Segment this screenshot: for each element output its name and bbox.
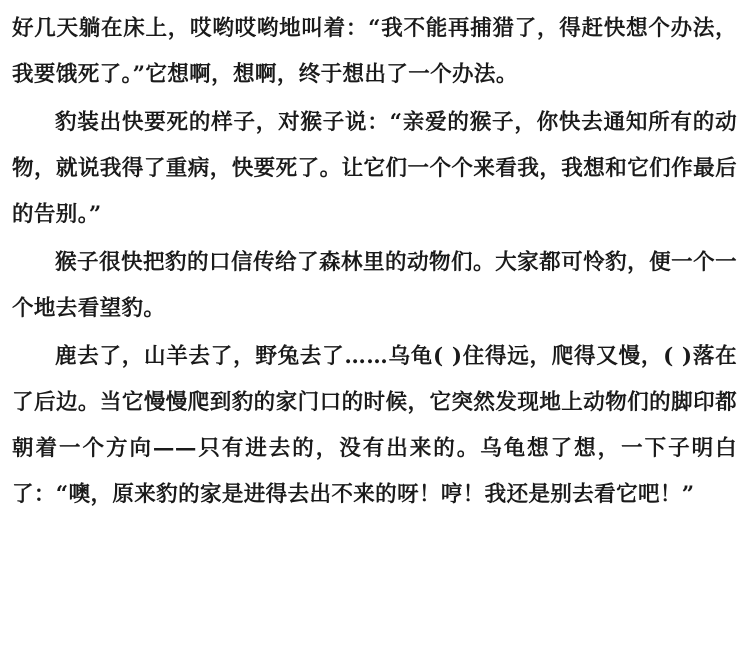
- paragraph-4: 鹿去了，山羊去了，野兔去了……乌龟( )住得远，爬得又慢，( )落在了后边。当它慢慢爬到豹的家门口的时候，它突然发现地上动物们的脚印都朝着一个方向——只有进去的，没有出来的。乌龟想了想，一下子明白了：“噢，原来豹的家是进得去出不来的呀！哼！我还是别去看它吧！”: [12, 344, 737, 507]
- paragraph-2: 豹装出快要死的样子，对猴子说：“亲爱的猴子，你快去通知所有的动物，就说我得了重病，快要死了。让它们一个个来看我，我想和它们作最后的告别。”: [12, 110, 737, 227]
- paragraph-1: 好几天躺在床上，哎哟哎哟地叫着：“我不能再捕猎了，得赶快想个办法，我要饿死了。”它想啊，想啊，终于想出了一个办法。: [12, 16, 737, 87]
- paragraph-3: 猴子很快把豹的口信传给了森林里的动物们。大家都可怜豹，便一个一个地去看望豹。: [12, 250, 737, 321]
